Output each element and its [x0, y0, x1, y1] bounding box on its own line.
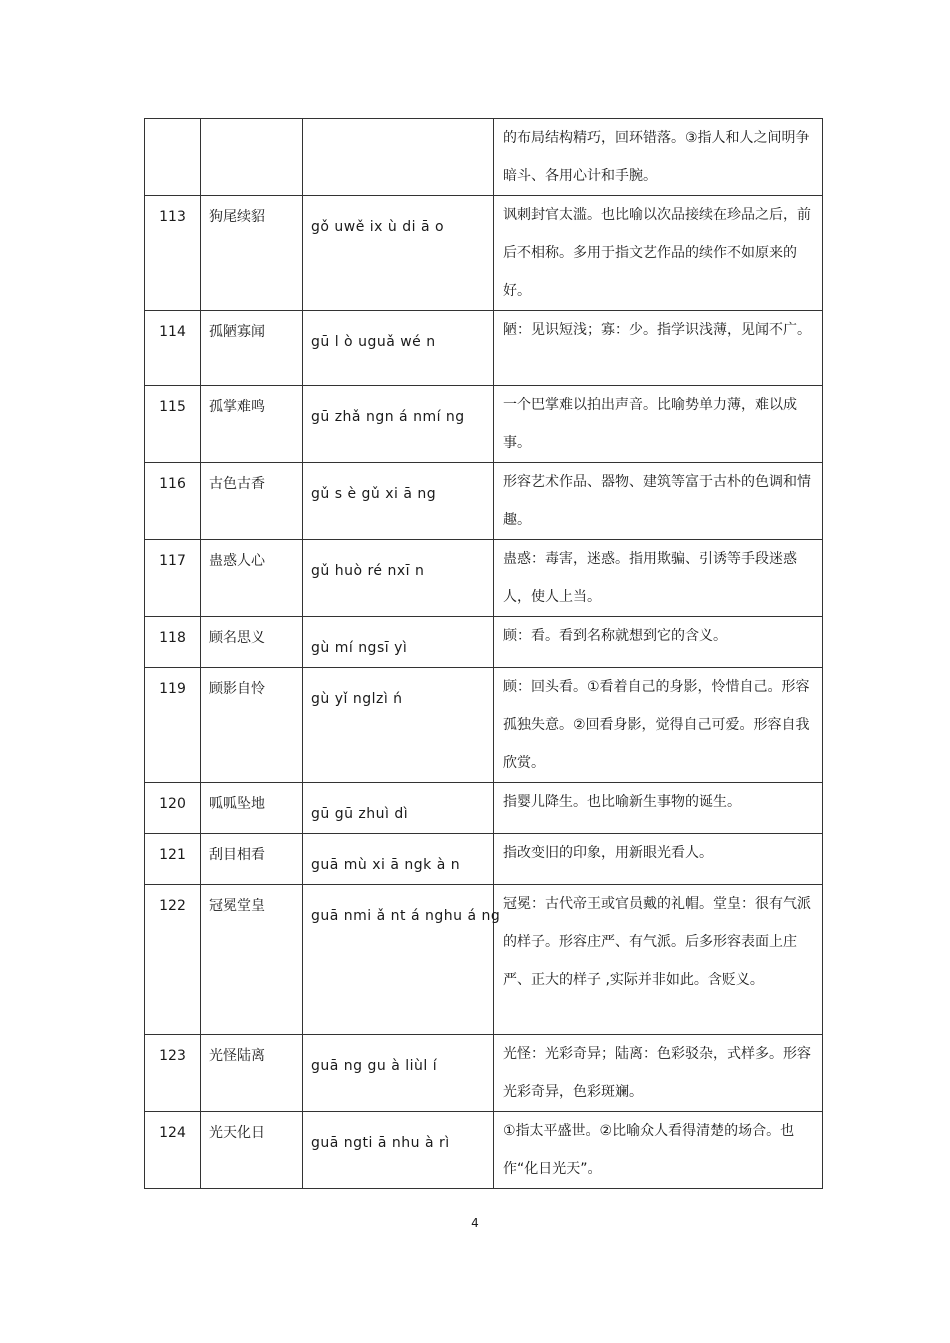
row-number: 113 — [159, 209, 186, 225]
idiom-pinyin-cell — [303, 1035, 494, 1112]
idiom-definition: 指婴儿降生。也比喻新生事物的诞生。 — [503, 794, 741, 810]
idiom-definition-cell — [494, 196, 823, 311]
row-number-cell — [145, 783, 201, 834]
idiom-table-body — [145, 119, 823, 1189]
idiom-word-cell — [201, 311, 303, 386]
table-row — [145, 834, 823, 885]
idiom-word-cell — [201, 463, 303, 540]
idiom-pinyin: gū zhǎ ngn á nmí ng — [311, 409, 465, 425]
idiom-word: 冠冕堂皇 — [209, 898, 265, 914]
idiom-pinyin-cell — [303, 885, 501, 1035]
idiom-word — [201, 119, 302, 121]
idiom-word: 狗尾续貂 — [209, 209, 265, 225]
idiom-definition: 讽刺封官太滥。也比喻以次品接续在珍品之后，前后不相称。多用于指文艺作品的续作不如原来的好。 — [503, 207, 811, 299]
idiom-word: 呱呱坠地 — [209, 796, 265, 812]
table-row — [145, 386, 823, 463]
idiom-word-cell — [201, 196, 303, 311]
idiom-word: 顾名思义 — [209, 630, 265, 646]
row-number: 123 — [159, 1048, 186, 1064]
idiom-pinyin-cell — [303, 668, 494, 783]
idiom-word-cell — [201, 617, 303, 668]
idiom-definition-cell — [494, 834, 823, 885]
idiom-pinyin-cell — [303, 834, 494, 885]
row-number-cell — [145, 463, 201, 540]
row-number: 122 — [159, 898, 186, 914]
row-number-cell — [145, 311, 201, 386]
idiom-definition: 蛊惑：毒害，迷惑。指用欺骗、引诱等手段迷惑人，使人上当。 — [503, 551, 797, 605]
idiom-definition: 光怪：光彩奇异；陆离：色彩驳杂，式样多。形容光彩奇异，色彩斑斓。 — [503, 1046, 811, 1100]
row-number — [145, 119, 200, 121]
idiom-pinyin-cell — [303, 617, 494, 668]
row-number: 118 — [159, 630, 186, 646]
idiom-word-cell — [201, 1035, 303, 1112]
table-row — [145, 119, 823, 196]
table-row — [145, 311, 823, 386]
idiom-word: 古色古香 — [209, 476, 265, 492]
idiom-definition: 的布局结构精巧，回环错落。③指人和人之间明争暗斗、各用心计和手腕。 — [503, 130, 810, 184]
idiom-word: 蛊惑人心 — [209, 553, 265, 569]
idiom-pinyin-cell — [303, 196, 494, 311]
idiom-pinyin: guā ngti ā nhu à rì — [311, 1135, 450, 1151]
idiom-definition: 陋：见识短浅；寡：少。指学识浅薄，见闻不广。 — [503, 322, 811, 338]
row-number-cell — [145, 540, 201, 617]
idiom-pinyin-cell — [303, 463, 494, 540]
idiom-definition: 顾：回头看。①看着自己的身影，怜惜自己。形容孤独失意。②回看身影，觉得自己可爱。形容自我欣赏。 — [503, 679, 810, 771]
idiom-pinyin: gù yǐ nglzì ń — [311, 691, 403, 707]
table-row — [145, 617, 823, 668]
idiom-definition-cell — [494, 540, 823, 617]
table-row — [145, 463, 823, 540]
idiom-pinyin: guā mù xi ā ngk à n — [311, 857, 461, 873]
idiom-definition: 顾：看。看到名称就想到它的含义。 — [503, 628, 727, 644]
idiom-definition: 形容艺术作品、器物、建筑等富于古朴的色调和情趣。 — [503, 474, 811, 528]
idiom-definition-cell — [494, 311, 823, 386]
page-number: 4 — [471, 1216, 479, 1230]
row-number-cell — [145, 834, 201, 885]
idiom-word-cell — [201, 1112, 303, 1189]
idiom-pinyin: gǔ huò ré nxī n — [311, 563, 425, 579]
idiom-definition-cell — [494, 783, 823, 834]
idiom-definition: 冠冕：古代帝王或官员戴的礼帽。堂皇：很有气派的样子。形容庄严、有气派。后多形容表面上庄严、正大的样子 ,实际并非如此。含贬义。 — [503, 896, 811, 988]
idiom-word-cell — [201, 834, 303, 885]
idiom-word: 顾影自怜 — [209, 681, 265, 697]
idiom-definition-cell — [494, 617, 823, 668]
idiom-definition: 一个巴掌难以拍出声音。比喻势单力薄，难以成事。 — [503, 397, 797, 451]
table-row — [145, 540, 823, 617]
table-row — [145, 196, 823, 311]
table-row — [145, 1112, 823, 1189]
row-number-cell — [145, 119, 201, 196]
idiom-word-cell — [201, 668, 303, 783]
idiom-word-cell — [201, 783, 303, 834]
row-number: 119 — [159, 681, 186, 697]
idiom-pinyin — [303, 119, 493, 131]
idiom-definition-cell — [494, 119, 823, 196]
row-number-cell — [145, 1112, 201, 1189]
idiom-word-cell — [201, 885, 303, 1035]
idiom-definition-cell — [494, 463, 823, 540]
idiom-definition: ①指太平盛世。②比喻众人看得清楚的场合。也作“化日光天”。 — [503, 1123, 795, 1177]
row-number-cell — [145, 196, 201, 311]
idiom-definition: 指改变旧的印象，用新眼光看人。 — [503, 845, 713, 861]
idiom-word-cell — [201, 119, 303, 196]
idiom-pinyin-cell — [303, 119, 494, 196]
idiom-word: 光怪陆离 — [209, 1048, 265, 1064]
row-number: 116 — [159, 476, 186, 492]
idiom-pinyin: gǒ uwě ix ù di ā o — [311, 219, 445, 235]
idiom-word: 孤掌难鸣 — [209, 399, 265, 415]
row-number: 120 — [159, 796, 186, 812]
row-number: 114 — [159, 324, 186, 340]
idiom-word-cell — [201, 386, 303, 463]
row-number-cell — [145, 885, 201, 1035]
row-number-cell — [145, 386, 201, 463]
idiom-pinyin: gū l ò uguǎ wé n — [311, 334, 436, 350]
idiom-pinyin-cell — [303, 783, 494, 834]
idiom-pinyin: gù mí ngsī yì — [311, 640, 408, 656]
idiom-word: 刮目相看 — [209, 847, 265, 863]
idiom-pinyin: guā nmi ǎ nt á nghu á ng — [311, 908, 501, 924]
idiom-definition-cell — [494, 885, 823, 1035]
row-number: 121 — [159, 847, 186, 863]
idiom-pinyin-cell — [303, 311, 494, 386]
row-number-cell — [145, 668, 201, 783]
idiom-word-cell — [201, 540, 303, 617]
idiom-pinyin-cell — [303, 386, 494, 463]
row-number: 124 — [159, 1125, 186, 1141]
row-number: 115 — [159, 399, 186, 415]
idiom-table — [144, 118, 823, 1189]
idiom-definition-cell — [494, 1035, 823, 1112]
table-row — [145, 1035, 823, 1112]
table-row — [145, 885, 823, 1035]
idiom-pinyin-cell — [303, 540, 494, 617]
idiom-pinyin: gǔ s è gǔ xi ā ng — [311, 486, 437, 502]
row-number-cell — [145, 1035, 201, 1112]
idiom-pinyin: gū gū zhuì dì — [311, 806, 409, 822]
idiom-pinyin-cell — [303, 1112, 494, 1189]
row-number: 117 — [159, 553, 186, 569]
idiom-word: 光天化日 — [209, 1125, 265, 1141]
idiom-definition-cell — [494, 1112, 823, 1189]
idiom-word: 孤陋寡闻 — [209, 324, 265, 340]
idiom-definition-cell — [494, 386, 823, 463]
idiom-definition-cell — [494, 668, 823, 783]
table-row — [145, 783, 823, 834]
idiom-pinyin: guā ng gu à liùl í — [311, 1058, 438, 1074]
row-number-cell — [145, 617, 201, 668]
table-row — [145, 668, 823, 783]
